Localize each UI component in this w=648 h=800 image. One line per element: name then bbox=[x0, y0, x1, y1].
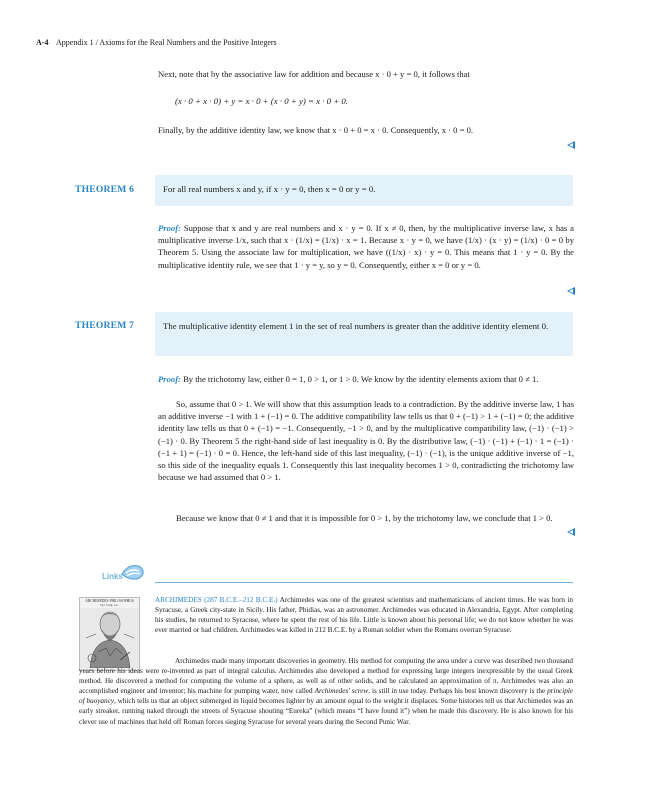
biography-text: , which tells us that an object submerged in liquid becomes lighter by an amount equal to the weight it displaces. Some histories tell us that Archimedes was an early streaker, running naked through the streets of Syracuse shouting “Eureka” (which means “I have found it”) when he made this discovery. He is also known for his clever use of machines that held off Roman forces sieging Syracuse for several years during the Second Punic War. bbox=[79, 697, 573, 726]
proof-text: Suppose that x and y are real numbers and x · y = 0. If x ≠ 0, then, by the multiplicative inverse law, x has a multiplicative inverse 1/x, such that x · (1/x) = (1/x) · x = 1. Because x · y = 0, we have (1/x) · (x · y) = (1/x) · 0 = 0 by Theorem 5. Using the associate law for multiplication, we have ((1/x) · x) · y = 0. This means that 1 · y = 0. By the multiplicative identity rule, we see that 1 · y = y, so y = 0. Consequently, either x = 0 or y = 0. bbox=[158, 223, 574, 270]
principle-of-buoyancy-term: principle of buoyancy bbox=[79, 687, 574, 706]
links-rule bbox=[155, 582, 573, 583]
end-of-proof-icon bbox=[567, 287, 575, 295]
biography-text: Archimedes was one of the greatest scientists and mathematicians of ancient times. He was born in Syracuse, a Greek city-state in Sicily. His father, Phidias, was an astronomer. Archimedes was educated in Alexandria, Egypt. After completing his studies, he returned to Syracuse, where he spent the rest of his life. Little is known about his personal life; we do not know whether he was ever married or had children. Archimedes was killed in 212 B.C.E. by a Roman soldier when the Romans overran Syracuse. bbox=[155, 596, 574, 635]
display-equation: (x · 0 + x · 0) + y = x · 0 + (x · 0 + y) = x · 0 + 0. bbox=[175, 96, 348, 106]
running-head-title: Appendix 1 / Axioms for the Real Numbers and the Positive Integers bbox=[56, 38, 277, 47]
intro-finally: Finally, by the additive identity law, we know that x · 0 + 0 = x · 0. Consequently, x · 0 = 0. bbox=[158, 125, 474, 135]
running-head bbox=[36, 38, 277, 47]
theorem-7-proof-p1 bbox=[158, 373, 574, 385]
theorem-6-statement: For all real numbers x and y, if x · y = 0, then x = 0 or y = 0. bbox=[155, 175, 573, 206]
biography-p2 bbox=[79, 656, 573, 727]
theorem-6-label: THEOREM 6 bbox=[75, 184, 135, 195]
page-number: A-4 bbox=[36, 38, 49, 47]
archimedes-screw-term: Archimedes' screw bbox=[314, 687, 369, 696]
portrait-caption: ARCHIMEDES PHILOSOPHUS bbox=[85, 599, 134, 603]
theorem-7-proof-p2: So, assume that 0 > 1. We will show that this assumption leads to a contradiction. By the additive inverse law, 1 has an additive inverse −1 with 1 + (−1) = 0. The additive compatibility law tells us that 0 + (−1) > 1 + (−1) = 0; the additive identity law tells us that 0 + (−1) = −1. Consequently, −1 > 0, and by the multiplicative compatibility law, (−1) · (−1) > (−1) · 0. By Theorem 5 the right-hand side of last inequality is 0. By the distributive law, (−1) · (−1) + (−1) · 1 = (−1) · (−1 + 1) = (−1) · 0 = 0. Hence, the left-hand side of this last inequality, (−1) · (−1), is the unique additive inverse of −1, so this side of the inequality equals 1. Consequently this last inequality becomes 1 > 0, contradicting the trichotomy law because we had assumed that 0 > 1. bbox=[158, 399, 574, 483]
biography-p1 bbox=[155, 595, 573, 635]
proof-text: By the trichotomy law, either 0 = 1, 0 > 1, or 1 > 0. We know by the identity elements axiom that 0 ≠ 1. bbox=[183, 374, 539, 384]
biography-name: ARCHIMEDES (287 B.C.E.–212 B.C.E.) bbox=[155, 596, 278, 604]
theorem-7-label: THEOREM 7 bbox=[75, 320, 135, 331]
theorem-6-proof bbox=[158, 222, 574, 271]
portrait-subcaption: Syr. Orig. etc. bbox=[100, 603, 119, 607]
end-of-proof-icon bbox=[567, 141, 575, 149]
biography-text: Archimedes made many important discoveries in geometry. His method for computing the area under a curve was described two thousand years before his ideas were re-invented as part of integral calculus. Archimedes also developed a method for expressing large integers inexpressible by the usual Greek method. He discovered a method for computing the volume of a sphere, as well as of other solids, and he calculated an approximation of π. Archimedes was also an accomplished engineer and inventor; his machine for pumping water, now called bbox=[79, 657, 573, 696]
proof-word: Proof: bbox=[158, 223, 181, 233]
links-label[interactable]: Links bbox=[102, 572, 123, 581]
intro-line: Next, note that by the associative law for addition and because x · 0 + y = 0, it follows that bbox=[158, 69, 470, 79]
biography-text: , is still in use today. Perhaps his best known discovery is the bbox=[368, 687, 548, 696]
theorem-7-proof-p3: Because we know that 0 ≠ 1 and that it is impossible for 0 > 1, by the trichotomy law, we conclude that 1 > 0. bbox=[176, 513, 553, 523]
theorem-7-statement: The multiplicative identity element 1 in the set of real numbers is greater than the additive identity element 0. bbox=[155, 312, 573, 356]
proof-word: Proof: bbox=[158, 374, 181, 384]
links-icon[interactable] bbox=[120, 562, 146, 582]
end-of-proof-icon bbox=[567, 528, 575, 536]
